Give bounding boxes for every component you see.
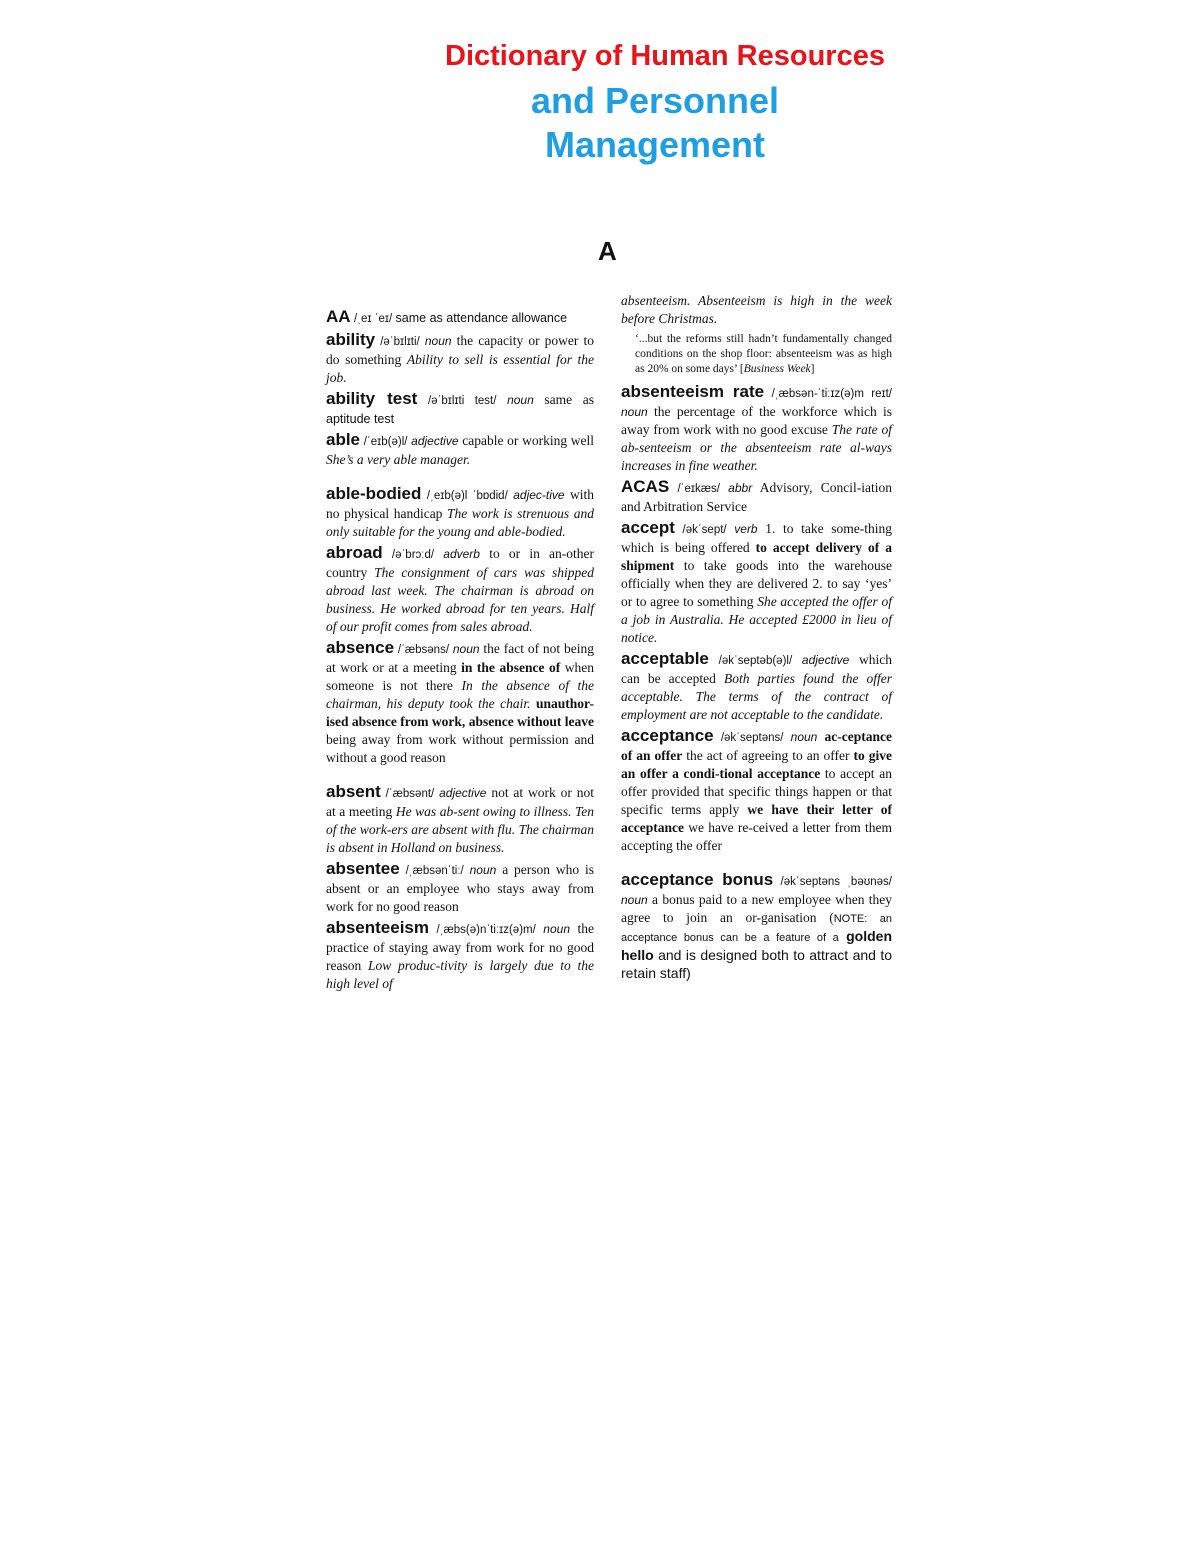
phrase-definition: being away from work without permission and without a good reason xyxy=(326,732,594,765)
phrase: we have their letter of acceptance xyxy=(621,802,892,835)
entry-absentee xyxy=(326,860,594,916)
example: In the absence of the chairman, his deputy took the chair. xyxy=(326,678,595,711)
headword: absent xyxy=(326,782,381,801)
pronunciation: /ˈæbsəns/ xyxy=(397,644,450,656)
pronunciation: /ˌæbsən-ˈtiːɪz(ə)m reɪt/ xyxy=(771,388,893,400)
example: The rate of ab-senteeism or the absenteeism rate al-ways increases in fine weather. xyxy=(621,422,893,473)
definition: to or in an-other country xyxy=(326,546,595,580)
cross-reference: aptitude test xyxy=(326,412,395,426)
example: She’s a very able manager. xyxy=(326,452,471,467)
definition: 1. to take some-thing which is being offered xyxy=(621,521,893,555)
definition: the percentage of the workforce which is away from work with no good excuse xyxy=(621,404,893,437)
phrase: to give an offer a condi-tional acceptance xyxy=(621,748,892,781)
phrase-definition: the act of agreeing to an offer xyxy=(686,748,850,763)
grammar-label: adjective xyxy=(439,786,487,800)
example: She accepted the offer of a job in Australia. He accepted £2000 in lieu of notice. xyxy=(621,594,892,645)
example: Ability to sell is essential for the job. xyxy=(326,352,595,385)
entry-ability xyxy=(326,331,594,387)
definition: a person who is absent or an employee who stays away from work for no good reason xyxy=(326,862,595,914)
headword: acceptance xyxy=(621,726,714,745)
headword: absenteeism rate xyxy=(621,382,765,401)
phrase-definition: we have re-ceived a letter from them accepting the offer xyxy=(621,820,892,853)
grammar-label: noun xyxy=(452,642,480,656)
pronunciation: /əˈbɪlɪti/ xyxy=(380,336,420,348)
note-text: : an acceptance bonus can be a feature of a xyxy=(621,913,892,944)
phrase-definition: when someone is not there xyxy=(326,660,595,693)
grammar-label: noun xyxy=(424,334,452,348)
definition: with no physical handicap xyxy=(326,487,595,521)
grammar-label: adjec-tive xyxy=(513,488,565,502)
headword: ACAS xyxy=(621,477,670,496)
pronunciation: /əkˈseptəns ˌbəʊnəs/ xyxy=(780,876,893,888)
definition: same as attendance xyxy=(395,311,509,325)
phrase: ac-ceptance of an offer xyxy=(621,729,893,763)
section-letter: A xyxy=(598,236,617,266)
entry-able-bodied xyxy=(326,485,594,541)
note-label: NOTE xyxy=(833,913,865,925)
entry-able xyxy=(326,431,594,469)
entry-acceptable xyxy=(621,650,892,724)
pronunciation: /ˌæbs(ə)nˈtiːɪz(ə)m/ xyxy=(436,924,536,936)
dictionary-title-line3: Management xyxy=(544,124,766,165)
pronunciation: /ˌeɪb(ə)l ˈbɒdid/ xyxy=(426,490,508,502)
pronunciation: /əkˈseptəb(ə)l/ xyxy=(718,655,793,667)
definition: not at work or not at a meeting xyxy=(326,785,594,819)
definition: same as xyxy=(544,392,594,407)
dictionary-title-line2: and Personnel xyxy=(530,80,780,121)
dictionary-title-line1: Dictionary of Human Resources xyxy=(445,40,885,72)
phrase-definition: to accept an offer provided that specific things happen or that specific terms apply xyxy=(621,766,892,817)
phrase: in the absence of xyxy=(461,660,561,675)
quote-end: ] xyxy=(810,363,815,375)
pronunciation: /ˈeɪkæs/ xyxy=(677,483,720,495)
grammar-label: noun xyxy=(790,730,818,744)
note-text-end: and is designed both to attract and to retain staff) xyxy=(621,947,893,981)
phrase: to accept delivery of a shipment xyxy=(621,540,893,573)
headword: able-bodied xyxy=(326,484,422,503)
definition: the capacity or power to do something xyxy=(326,333,595,367)
entry-acceptance-bonus xyxy=(621,871,892,983)
grammar-label: adjective xyxy=(411,434,459,448)
entry-absent xyxy=(326,783,594,857)
phrase: unauthor-ised absence from work, absence without leave xyxy=(326,696,594,729)
phrase-definition: to take goods into the warehouse officially when they are delivered 2. to say ‘yes’ or to agree to something xyxy=(621,558,892,609)
example: The consignment of cars was shipped abroad last week. The chairman is abroad on business. He worked abroad for ten years. Half of our profit comes from sales abroad. xyxy=(326,565,594,634)
grammar-label: noun xyxy=(621,893,648,907)
headword: abroad xyxy=(326,543,383,562)
entry-absenteeism xyxy=(326,919,594,993)
definition: capable or working well xyxy=(462,433,595,448)
cross-reference: allowance xyxy=(511,311,568,325)
citation-quote xyxy=(635,332,892,377)
entry-acceptance xyxy=(621,727,892,855)
headword: ability test xyxy=(326,389,418,408)
pronunciation: /əkˈseptəns/ xyxy=(720,732,784,744)
pronunciation: /ˌæbsənˈtiː/ xyxy=(405,865,464,877)
entry-accept xyxy=(621,519,892,647)
grammar-label: adverb xyxy=(443,547,480,561)
headword: ability xyxy=(326,330,376,349)
pronunciation: /ˌeɪ ˈeɪ/ xyxy=(353,313,393,325)
quote-text: ‘...but the reforms still hadn’t fundamentally changed conditions on the shop floor: absenteeism was as high as 20% on some days’ [ xyxy=(635,333,892,375)
example: Both parties found the offer acceptable. The terms of the contract of employment are not acceptable to the candidate. xyxy=(621,671,893,722)
grammar-label: noun xyxy=(469,863,497,877)
headword: able xyxy=(326,430,361,449)
entry-abroad xyxy=(326,544,594,636)
pronunciation: /əkˈsept/ xyxy=(682,524,727,536)
left-column xyxy=(326,308,594,996)
example-continuation: absenteeism. Absenteeism is high in the week before Christmas. xyxy=(621,293,892,326)
example: The work is strenuous and only suitable for the young and able-bodied. xyxy=(326,506,594,539)
right-column xyxy=(621,292,892,986)
headword: acceptable xyxy=(621,649,709,668)
definition: which can be accepted xyxy=(621,652,893,686)
grammar-label: noun xyxy=(507,393,534,407)
entry-absence xyxy=(326,639,594,767)
headword: absenteeism xyxy=(326,918,429,937)
grammar-label: noun xyxy=(543,922,570,936)
entry-ability-test xyxy=(326,390,594,428)
definition: Advisory, Concil-iation and Arbitration Service xyxy=(621,480,892,514)
grammar-label: noun xyxy=(621,405,648,419)
pronunciation: /ˈæbsənt/ xyxy=(385,788,435,800)
quote-source: Business Week xyxy=(743,363,811,375)
entry-absenteeism-rate xyxy=(621,383,892,475)
grammar-label: verb xyxy=(734,522,758,536)
pronunciation: /əˈbrɔːd/ xyxy=(391,549,435,561)
entry-aa xyxy=(326,308,594,328)
headword: AA xyxy=(326,307,351,326)
dictionary-title-line2-3 xyxy=(0,79,1200,167)
definition: a bonus paid to a new employee when they agree to join an or-ganisation ( xyxy=(621,892,893,925)
headword: accept xyxy=(621,518,675,537)
pronunciation: /ˈeɪb(ə)l/ xyxy=(363,436,408,448)
pronunciation: /əˈbɪlɪti test/ xyxy=(427,395,497,407)
grammar-label: adjective xyxy=(801,653,850,667)
example: Low produc-tivity is largely due to the high level of xyxy=(326,958,595,991)
definition: the fact of not being at work or at a meeting xyxy=(326,641,594,675)
definition: the practice of staying away from work for no good reason xyxy=(326,921,594,973)
headword: absentee xyxy=(326,859,400,878)
example: He was ab-sent owing to illness. Ten of the work-ers are absent with flu. The chairman is absent in Holland on business. xyxy=(326,804,594,855)
headword: absence xyxy=(326,638,395,657)
headword: acceptance bonus xyxy=(621,870,774,889)
entry-acas xyxy=(621,478,892,516)
grammar-label: abbr xyxy=(728,481,753,495)
note-crossref: golden hello xyxy=(621,928,892,963)
